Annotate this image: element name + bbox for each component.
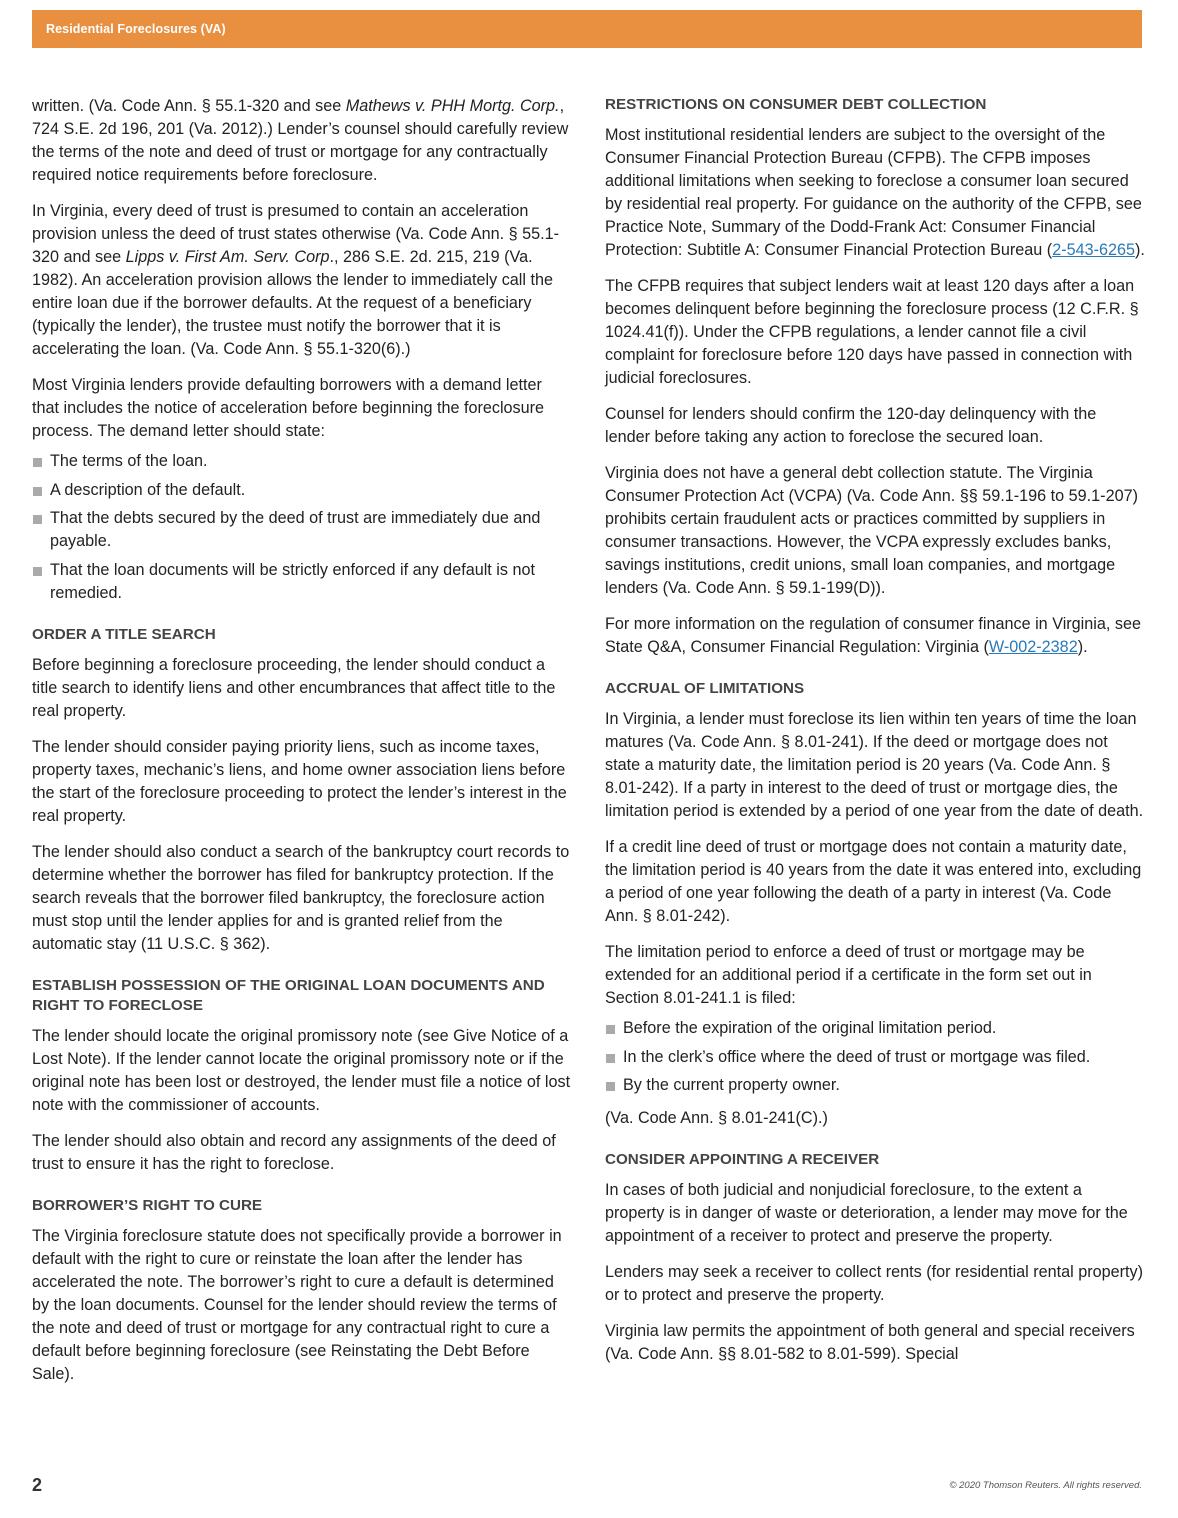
square-bullet-icon (33, 487, 42, 496)
list-item (605, 1074, 1145, 1097)
paragraph: In Virginia, a lender must foreclose its lien within ten years of time the loan matures (Va. Code Ann. § 8.01-241). If the deed or mortgage does not state a maturity date, the limitation period is 20 years (Va. Code Ann. § 8.01-242). If a party in interest to the deed of trust or mortgage dies, the limitation period is extended by a period of one year from the date of death. (605, 710, 1144, 820)
square-bullet-icon (33, 458, 42, 467)
paragraph: The lender should locate the original promissory note (see Give Notice of a Lost Note). If the lender cannot locate the original promissory note or if the original note has been lost or destroyed, the lender must file a notice of lost note with the commissioner of accounts. (32, 1026, 571, 1114)
list-item (605, 1017, 1145, 1040)
case-citation: Mathews v. PHH Mortg. Corp. (345, 97, 560, 115)
text-run: ). (1077, 638, 1088, 656)
section-heading: ESTABLISH POSSESSION OF THE ORIGINAL LOAN DOCUMENTS AND RIGHT TO FORECLOSE (32, 976, 545, 1014)
list-item-text: That the debts secured by the deed of trust are immediately due and payable. (50, 509, 541, 550)
paragraph: Most Virginia lenders provide defaulting borrowers with a demand letter that includes the notice of acceleration before beginning the foreclosure process. The demand letter should state: (32, 376, 545, 440)
paragraph: The lender should also obtain and record any assignments of the deed of trust to ensure it has the right to foreclose. (32, 1131, 556, 1173)
paragraph: Lenders may seek a receiver to collect rents (for residential rental property) or to protect and preserve the property. (605, 1263, 1144, 1304)
section-heading: BORROWER’S RIGHT TO CURE (32, 1196, 263, 1214)
text-run: In Virginia, every deed of trust is presumed to contain an acceleration provision unless the deed of trust states otherwise (Va. Code Ann. § 55.1-320 and see (32, 202, 559, 266)
section-heading: CONSIDER APPOINTING A RECEIVER (605, 1151, 880, 1168)
paragraph: Before beginning a foreclosure proceeding, the lender should conduct a title search to identify liens and other encumbrances that affect title to the real property. (32, 655, 556, 720)
paragraph: The CFPB requires that subject lenders wait at least 120 days after a loan becomes delinquent before beginning the foreclosure process (12 C.F.R. § 1024.41(f)). Under the CFPB regulations, a lender cannot file a civil complaint for foreclosure before 120 days have passed in connection with judicial foreclosures. (605, 277, 1139, 387)
bullet-list (605, 1017, 1145, 1097)
text-run: written. (Va. Code Ann. § 55.1-320 and see (32, 97, 346, 115)
text-run: ., 286 S.E. 2d. 215, 219 (Va. 1982). An acceleration provision allows the lender to immediately call the entire loan due if the borrower defaults. At the request of a beneficiary (typically the lender), the trustee must notify the borrower that it is accelerating the loan. (Va. Code Ann. § 55.1-320(6).) (32, 248, 553, 358)
paragraph: Virginia law permits the appointment of both general and special receivers (Va. Code Ann. §§ 8.01-582 to 8.01-599). Special (605, 1322, 1135, 1363)
list-item-text: The terms of the loan. (50, 452, 208, 470)
paragraph: (Va. Code Ann. § 8.01-241(C).) (605, 1109, 828, 1127)
paragraph (605, 613, 1145, 659)
square-bullet-icon (33, 515, 42, 524)
page-number: 2 (32, 1475, 43, 1495)
header-bar (32, 10, 1142, 48)
paragraph (32, 200, 572, 361)
list-item (605, 1046, 1145, 1069)
list-item-text: Before the expiration of the original limitation period. (623, 1019, 997, 1037)
paragraph: The Virginia foreclosure statute does not specifically provide a borrower in default with the right to cure or reinstate the loan after the lender has accelerated the note. The borrower’s right to cure a default is determined by the loan documents. Counsel for the lender should review the terms of the note and deed of trust or mortgage for any contractual right to cure a default before beginning foreclosure (see Reinstating the Debt Before Sale). (32, 1226, 562, 1383)
practice-note-link[interactable]: 2-543-6265 (1052, 241, 1135, 259)
list-item-text: By the current property owner. (623, 1076, 840, 1094)
section-heading: ACCRUAL OF LIMITATIONS (605, 680, 805, 697)
case-citation: Lipps v. First Am. Serv. Corp (125, 248, 330, 266)
paragraph: The limitation period to enforce a deed of trust or mortgage may be extended for an additional period if a certificate in the form set out in Section 8.01-241.1 is filed: (605, 943, 1092, 1007)
header-title: Residential Foreclosures (VA) (46, 22, 226, 36)
paragraph (605, 124, 1145, 262)
square-bullet-icon (606, 1025, 615, 1034)
list-item (32, 450, 572, 473)
section-heading: ORDER A TITLE SEARCH (32, 625, 216, 643)
square-bullet-icon (33, 567, 42, 576)
right-column (605, 95, 1145, 1379)
list-item-text: That the loan documents will be strictly enforced if any default is not remedied. (50, 560, 535, 602)
square-bullet-icon (606, 1082, 615, 1091)
copyright-notice: © 2020 Thomson Reuters. All rights reserved. (949, 1480, 1142, 1491)
text-run: , 724 S.E. 2d 196, 201 (Va. 2012).) Lender’s counsel should carefully review the terms of the note and deed of trust or mortgage for any contractually required notice requirements before foreclosure. (32, 97, 569, 184)
paragraph: Virginia does not have a general debt collection statute. The Virginia Consumer Protection Act (VCPA) (Va. Code Ann. §§ 59.1-196 to 59.1-207) prohibits certain fraudulent acts or practices committed by suppliers in consumer transactions. However, the VCPA expressly excludes banks, savings institutions, credit unions, small loan companies, and mortgage lenders (Va. Code Ann. § 59.1-199(D)). (605, 464, 1138, 597)
paragraph: Counsel for lenders should confirm the 120-day delinquency with the lender before taking any action to foreclose the secured loan. (605, 405, 1097, 446)
square-bullet-icon (606, 1054, 615, 1063)
text-run: ). (1135, 241, 1145, 259)
list-item-text: A description of the default. (50, 480, 246, 499)
list-item (32, 479, 572, 502)
state-qa-link[interactable]: W-002-2382 (988, 638, 1078, 656)
list-item-text: In the clerk’s office where the deed of trust or mortgage was filed. (623, 1047, 1091, 1066)
list-item (32, 559, 572, 605)
paragraph: The lender should consider paying priority liens, such as income taxes, property taxes, mechanic’s liens, and home owner association liens before the start of the foreclosure proceeding to protect the lender’s interest in the real property. (32, 737, 567, 825)
paragraph: The lender should also conduct a search of the bankruptcy court records to determine whether the borrower has filed for bankruptcy protection. If the search reveals that the borrower filed bankruptcy, the foreclosure action must stop until the lender applies for and is granted relief from the automatic stay (11 U.S.C. § 362). (32, 842, 570, 953)
paragraph (32, 95, 572, 187)
paragraph: In cases of both judicial and nonjudicial foreclosure, to the extent a property is in danger of waste or deterioration, a lender may move for the appointment of a receiver to protect and preserve the property. (605, 1181, 1128, 1245)
bullet-list (32, 450, 572, 605)
text-run: Most institutional residential lenders are subject to the oversight of the Consumer Financial Protection Bureau (CFPB). The CFPB imposes additional limitations when seeking to foreclose a consumer loan secured by residential real property. For guidance on the authority of the CFPB, see Practice Note, Summary of the Dodd-Frank Act: Consumer Financial Protection: Subtitle A: Consumer Financial Protection Bureau ( (605, 126, 1142, 259)
list-item (32, 507, 572, 553)
paragraph: If a credit line deed of trust or mortgage does not contain a maturity date, the limitation period is 40 years from the date it was entered into, excluding a period of one year following the death of a party in interest (Va. Code Ann. § 8.01-242). (605, 838, 1142, 925)
section-heading: RESTRICTIONS ON CONSUMER DEBT COLLECTION (605, 96, 987, 113)
text-run: For more information on the regulation of consumer finance in Virginia, see State Q&A, Consumer Financial Regulation: Virginia ( (605, 615, 1141, 656)
left-column (32, 95, 572, 1399)
